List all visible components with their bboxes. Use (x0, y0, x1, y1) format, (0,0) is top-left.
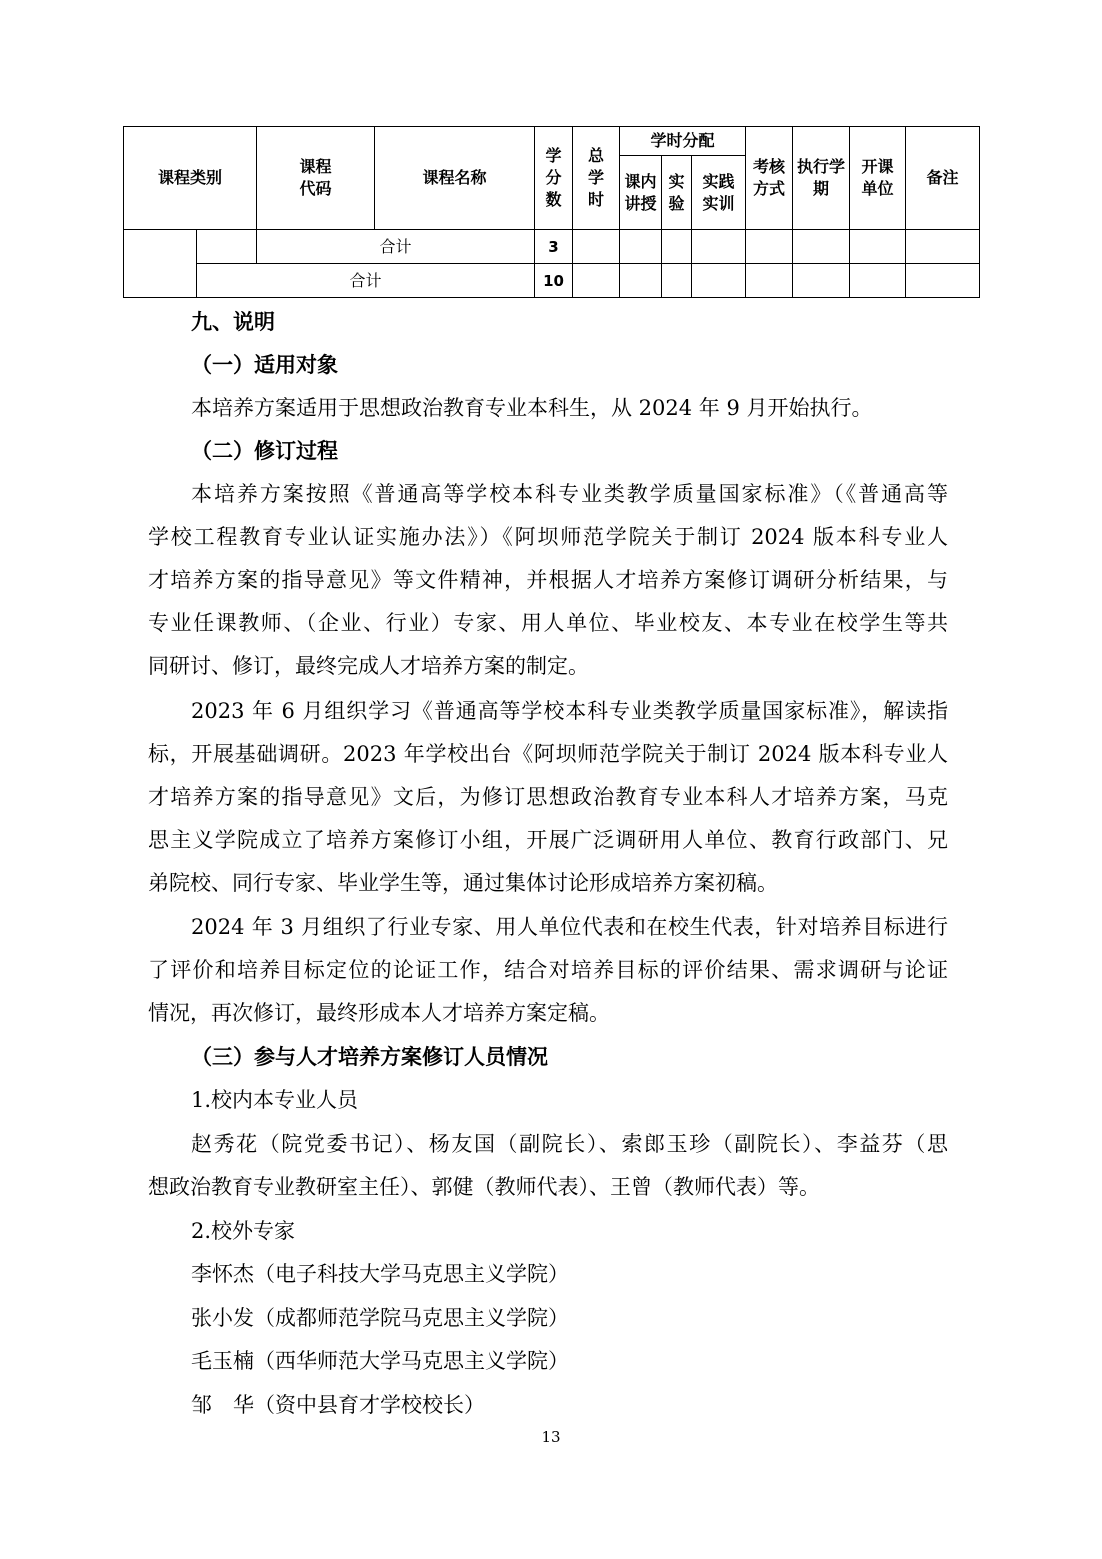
header-course-category: 课程类别 (124, 127, 257, 230)
paragraph-line: 弟院校、同行专家、毕业学生等，通过集体讨论形成培养方案初稿。 (148, 871, 778, 895)
expert-item: 邹 华（资中县育才学校校长） (191, 1393, 485, 1417)
header-course-code: 课程 代码 (257, 127, 375, 230)
subsection-title-3: （三）参与人才培养方案修订人员情况 (191, 1045, 548, 1069)
paragraph-line: 2023 年 6 月组织学习《普通高等学校本科专业类教学质量国家标准》，解读指 (191, 699, 948, 723)
paragraph-line: 专业任课教师、（企业、行业）专家、用人单位、毕业校友、本专业在校学生等共 (148, 611, 948, 635)
empty-cell (793, 230, 850, 264)
empty-cell (850, 264, 906, 298)
internal-staff-line: 赵秀花（院党委书记）、杨友国（副院长）、索郎玉珍（副院长）、李益芬（思 (191, 1132, 948, 1156)
paragraph-line: 才培养方案的指导意见》文后，为修订思想政治教育专业本科人才培养方案，马克 (148, 785, 948, 809)
paragraph-line: 本培养方案按照《普通高等学校本科专业类教学质量国家标准》（《普通高等 (191, 482, 948, 506)
subsection-title-1: （一）适用对象 (191, 353, 338, 377)
paragraph-line: 同研讨、修订，最终完成人才培养方案的制定。 (148, 654, 589, 678)
empty-cell (692, 264, 746, 298)
paragraph-line: 了评价和培养目标定位的论证工作，结合对培养目标的评价结果、需求调研与论证 (148, 958, 948, 982)
empty-cell (573, 264, 620, 298)
header-remark: 备注 (906, 127, 980, 230)
total-credits: 10 (535, 264, 573, 298)
paragraph-line: 思主义学院成立了培养方案修订小组，开展广泛调研用人单位、教育行政部门、兄 (148, 828, 948, 852)
paragraph-line: 2024 年 3 月组织了行业专家、用人单位代表和在校生代表，针对培养目标进行 (191, 915, 948, 939)
empty-cell (662, 230, 692, 264)
empty-cell (906, 230, 980, 264)
applicable-text: 本培养方案适用于思想政治教育专业本科生，从 2024 年 9 月开始执行。 (191, 396, 873, 420)
section-title: 九、说明 (191, 310, 275, 334)
category-cell (124, 230, 197, 298)
paragraph-line: 情况，再次修订，最终形成本人才培养方案定稿。 (148, 1001, 610, 1025)
subtotal-row (124, 230, 980, 264)
total-row (124, 264, 980, 298)
subcategory-cell (197, 230, 257, 264)
header-practice: 实践 实训 (692, 156, 746, 230)
header-semester: 执行学 期 (793, 127, 850, 230)
empty-cell (573, 230, 620, 264)
empty-cell (793, 264, 850, 298)
header-credits: 学 分 数 (535, 127, 573, 230)
header-hour-distribution: 学时分配 (620, 127, 746, 156)
empty-cell (906, 264, 980, 298)
internal-staff-line: 想政治教育专业教研室主任）、郭健（教师代表）、王曾（教师代表）等。 (148, 1175, 820, 1199)
page-number: 13 (541, 1428, 561, 1446)
header-assessment: 考核 方式 (746, 127, 793, 230)
paragraph-line: 学校工程教育专业认证实施办法》）《阿坝师范学院关于制订 2024 版本科专业人 (148, 525, 948, 549)
subtotal-credits: 3 (535, 230, 573, 264)
expert-item: 张小发（成都师范学院马克思主义学院） (191, 1306, 569, 1330)
paragraph-line: 才培养方案的指导意见》等文件精神，并根据人才培养方案修订调研分析结果，与 (148, 568, 948, 592)
paragraph-line: 标，开展基础调研。2023 年学校出台《阿坝师范学院关于制订 2024 版本科专业人 (148, 742, 948, 766)
subtotal-label: 合计 (257, 230, 535, 264)
header-total-hours: 总 学 时 (573, 127, 620, 230)
header-experiment: 实 验 (662, 156, 692, 230)
external-experts-title: 2.校外专家 (191, 1219, 296, 1243)
header-lecture: 课内 讲授 (620, 156, 662, 230)
expert-item: 毛玉楠（西华师范大学马克思主义学院） (191, 1349, 569, 1373)
empty-cell (620, 264, 662, 298)
subsection-title-2: （二）修订过程 (191, 439, 338, 463)
header-department: 开课 单位 (850, 127, 906, 230)
total-label: 合计 (197, 264, 535, 298)
header-course-name: 课程名称 (375, 127, 535, 230)
course-table (123, 126, 980, 298)
empty-cell (692, 230, 746, 264)
empty-cell (746, 264, 793, 298)
empty-cell (620, 230, 662, 264)
expert-item: 李怀杰（电子科技大学马克思主义学院） (191, 1262, 569, 1286)
empty-cell (662, 264, 692, 298)
empty-cell (850, 230, 906, 264)
internal-staff-title: 1.校内本专业人员 (191, 1088, 359, 1112)
empty-cell (746, 230, 793, 264)
